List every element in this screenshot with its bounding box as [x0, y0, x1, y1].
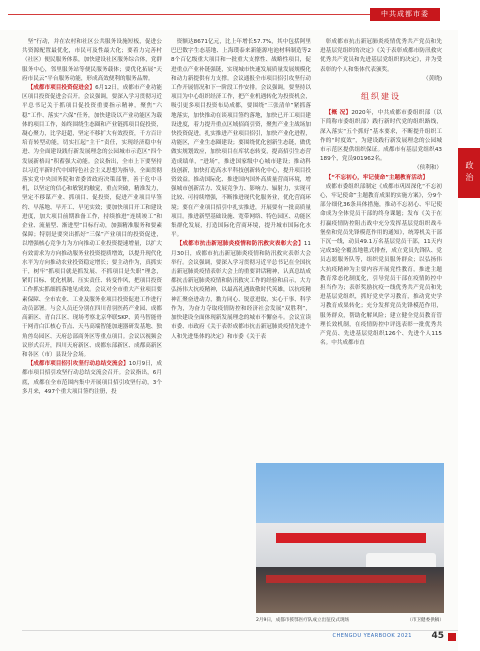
column-1	[22, 38, 162, 397]
entry-text: 10月9日，成都市项目招引攻坚行动总结交流会召开。会议指出，6月底，成都在全市范围内集中开展项目招引攻坚行动，3个多月来，497个重大项目签约注册，投	[22, 361, 162, 395]
entry-heading: 【概 况】	[325, 110, 352, 117]
entry-heading: 【成都市项目投资促进会】	[27, 85, 96, 92]
footer-journal: CHENGDU YEARBOOK 2021	[332, 633, 412, 639]
paragraph: 彰成都市抗击新冠肺炎疫情优秀共产党员和先进基层党组织的决定》《关于表彰成都市防汛救灾优秀共产党员和先进基层党组织的决定》，并为受表彰的个人和集体代表颁奖。	[320, 39, 442, 73]
page-number: 45	[431, 631, 444, 641]
chapter-tab: 政治	[458, 148, 480, 198]
entry-text: 11月30日，成都市抗击新冠肺炎疫情和防汛救灾表彰大会举行。会议强调，要深入学习贯彻习近平总书记在全国抗击新冠肺炎疫情表彰大会上的重要讲话精神，认真总结成都抗击新冠肺炎疫情和防汛救灾工作的经验和启示，大力弘扬伟大抗疫精神，以最高礼遇致敬时代英雄，以抗疫精神汇聚奋进动力，勠力同心、锐意进取，实心干事、科学作为，为奋力夺取疫情防控和经济社会发展“双胜利”，加快建设全面体现新发展理念的城市不懈奋斗。会议宣读市委、市政府《关于表彰成都市抗击新冠肺炎疫情先进个人和先进集体的决定》和市委《关于表	[171, 241, 311, 340]
footer-marker	[448, 633, 456, 641]
side-bar	[458, 0, 480, 651]
entry-text: 6月12日，成都市产业功能区项目投资促进会召开。会议强调，要深入学习贯彻习近平总书记关于抓项目促投资重要指示精神，聚焦“六稳”工作、落实“六保”任务，加快建设以产业功能区为载体的项目工作，始终围绕生态圈和产业链抓项目促投资，凝心聚力，比学赶超，坚定不移扩大有效投资，千方百计培育转型动能，切实扛起“主干”责任，实现经济稳中有进、为全面建设践行新发展理念的公园城市示范区“四个发展新格局”积蓄强大动能。会议指出，全市上下要坚持以习近平新时代中国特色社会主义思想为指导，全面贯彻落实党中央国务院和省委省政府决策部署，善于危中寻机，以坚定的信心和敏锐的触觉，重点突破，精准发力，坚定不移谋产业、抓项目、促投资，促进产业项目早签约、早落地、早开工、早见实效；要加快项目开工和建设进度，加大项目前期准备工作，持续推进“连续竣工”和企业、流量型、渐进型”目标行动，加强精准服务和要素保障；特别是要突出抓好“三保”产业项目的投资促进，以增强核心竞争力为方向推动工业投资提速增量，以扩大有效需求为方向推动服务业投资提质增效，以提升现代化水平为方向推动农业投资稳定增长；要主动作为，真抓实干，树牢“抓项目就是抓发展、不抓项目是失职”理念，紧盯目标、优化机制、压实责任、转变作风，把项目投资工作抓实抓细抓落地见成效。会议对全市重大产业项目要素保障、全市农业、工业及服务业项目投资促进工作进行动员部署。与会人员还分别在四川青羽医药产业园、成都高新区、青白江区、现场考察北京华联SKP、黄马智能骨干网青白江核心节点、天马高端智能加速器研发基地、独角兽岛园区、天府总部商务区等重点项目。会议以视频会议形式召开，四川天府新区、成都东部新区、成都高新区和各区（市）县设分会场。	[22, 85, 162, 358]
author-sign: （侯利和）	[414, 165, 442, 172]
caption-credit: （市卫健委供稿）	[407, 618, 444, 623]
section-title: 组织建设	[361, 92, 401, 102]
caption-text: 2月9日，成都市援鄂医疗队成立出征仪式现场	[256, 618, 350, 623]
column-3	[320, 38, 442, 349]
photo-banner	[276, 533, 426, 543]
section-tab: 中共成都市委	[370, 8, 440, 21]
paragraph: 资额达8671亿元，比上年增长57.7%，其中包括阿里巴巴数字生态基地、上海璞泰来新能源电池材料制造等28个百亿级重大项目和一批重大支撑性、战略性项目，促进重点产业补链强链，实现城市快速发展质量发展规模化和动力新提供有力支撑。会议通报全市项目招引攻坚行动工作开展情况和下一阶段工作安排。会议强调，要坚持以项目为中心组织经济工作，把产业机遇转化为投资机会，吸引更多项目投资布局成都，要围绕“三张清单”紧抓落地落实，加快推动在谈项目签约落地，加快已开工项目建设进度，着力提升重点区域招商引资，聚焦产业主战场加快投资促进，扎实推进产业项目招引，加快产业化进程，功能区，产业生态圈建设；要围绕优化创新生态链，做优做实规划效应，加快项目在库状态转变，提高招引生态营造成绩单，“进场”，推进国家级中心城市建设；推动科技创新，加快打造高水平科技创新转化中心，提升项目投资效益。推动国际化、推进国内国外高质量营商环境，增强城市创新活力、发展竞争力、影响力、辐射力，实现可比较、可持续增强，不断推进现代化服务业，优化营商环境；要在产业项目招引中扎实推进，开展要有一批高质量项目。推进新型基础设施、宽带网络、特色园区、功能区集群化发展，打造国际化营商环境，提升城市国际化水平。	[171, 39, 311, 239]
paragraph	[22, 360, 162, 397]
entry-heading: 【成都市抗击新冠肺炎疫情和防汛救灾表彰大会】	[176, 241, 304, 248]
paragraph	[171, 240, 311, 341]
entry-heading: 【“不忘初心，牢记使命”主题教育活动】	[325, 174, 429, 181]
paragraph	[22, 84, 162, 360]
author-sign: （黄晓)	[423, 75, 442, 82]
paragraph	[320, 174, 442, 183]
entry-heading: 【成都市项目招引攻坚行动总结交流会】	[27, 361, 129, 368]
paragraph	[320, 109, 442, 164]
column-2	[171, 38, 311, 342]
top-header	[0, 0, 480, 30]
paragraph: 成都市委组织部制定《成都市巩固深化“不忘初心，牢记使命”主题教育成果的实施方案》，分9个部分细化36条具体措施，推动不忘初心、牢记使命成为全体党员干部的终身课题；发布《关于在打赢疫情防控阻击战中充分发挥基层党组织战斗堡垒和党员先锋模范作用的通知》，统筹机关干部下沉一线，动员49.1万名基层党员干部，11天内完成3轮全覆盖地毯式排查，成立党员先锋队、党员志愿服务队等，组织党员服务群众；以弘扬伟大抗疫精神为主要内容开展党性教育，推进主题教育常态化制度化，引导党员干部在疫情防控中担当作为；表彰奖励抗疫一线优秀共产党员和先进基层党组织，抓好党史学习教育，推动党史学习教育成果转化；充分发挥党员先锋模范作用，服务群众，帮助化解风险；建立健全党员教育管理长效机制，在疫情防控中评选表彰一批优秀共产党员、先进基层党组织126个、先进个人115名。中共成都市直	[320, 183, 442, 347]
paragraph: 坚”行动，并在农村和社区公共服务设施短板，促进公共资源配置最优化，市民可及性最大化；要着力完善村（社区）便民服务体系，加快建设社区服务综合体，党群服务中心，邻里服务站等便民服务载体；要优化拓展“天府市民云”平台服务功能，形成高效便利的服务品牌。	[22, 39, 162, 82]
photo-crowd	[256, 567, 444, 613]
news-photo	[256, 463, 444, 613]
photo-crowd-banner	[266, 575, 426, 583]
entry-text: 2020年，中共成都市委组织部（以下简称市委组织部）践行新时代党的组织路线，深入落实“五个抓好”基本要求，不断提升组织工作的“时度效”，为建设践行新发展理念的公园城市示范区提供组织保证。成都市有基层党组织43189个，党员901962名。	[320, 110, 442, 163]
footer-rule	[22, 630, 458, 631]
